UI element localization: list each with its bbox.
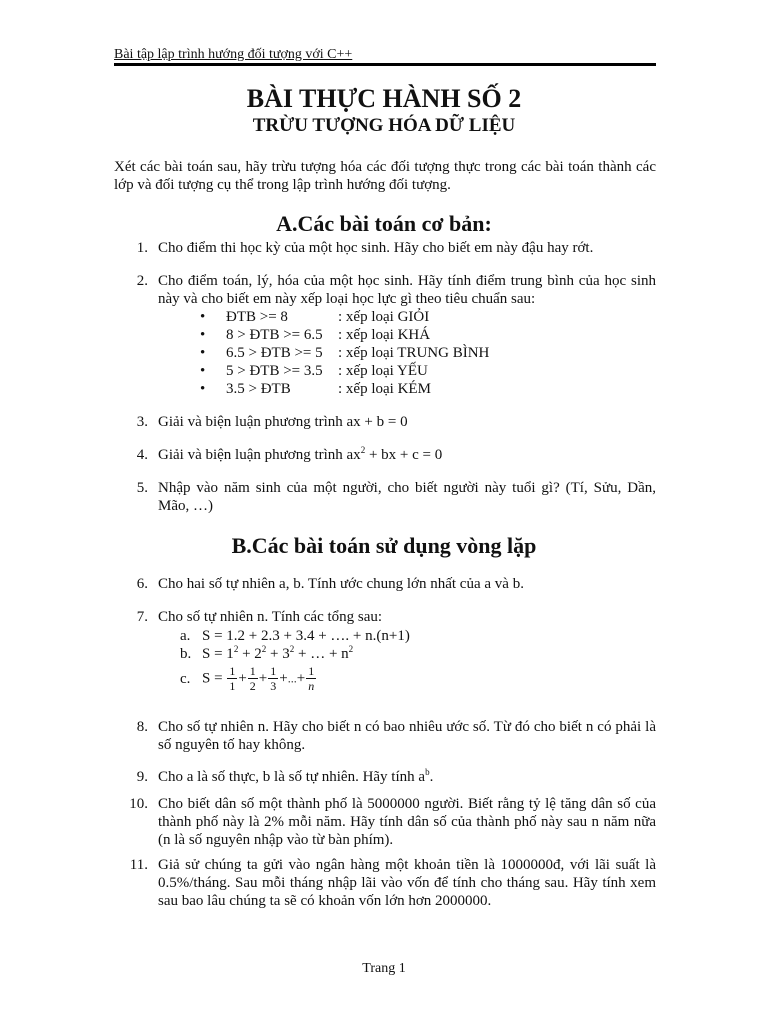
criteria-condition: 5 > ĐTB >= 3.5 xyxy=(226,363,323,379)
bullet-icon: • xyxy=(200,309,206,325)
criteria-condition: 3.5 > ĐTB xyxy=(226,381,291,397)
sum-b xyxy=(180,645,353,663)
sum-c xyxy=(180,664,317,693)
item-text: Cho điểm thi học kỳ của một học sinh. Hãy cho biết em này đậu hay rớt. xyxy=(158,240,594,256)
item-text-start: Giải và biện luận phương trình ax xyxy=(158,447,361,463)
exponent: 2 xyxy=(233,644,239,654)
item-text xyxy=(158,768,656,786)
fraction xyxy=(227,664,237,693)
section-a-heading: A.Các bài toán cơ bản: xyxy=(276,211,492,236)
header-rule xyxy=(114,63,656,66)
plus-sign: + xyxy=(279,670,288,687)
criteria-result: : xếp loại TRUNG BÌNH xyxy=(338,345,490,361)
fraction-denominator: 2 xyxy=(249,679,256,693)
sum-formula-part: + 2 xyxy=(238,646,262,662)
list-item-5 xyxy=(114,479,656,515)
item-text-start: Cho a là số thực, b là số tự nhiên. Hãy tính a xyxy=(158,769,426,785)
sum-formula-part: S = 1 xyxy=(202,646,234,662)
criteria-result: : xếp loại KÉM xyxy=(338,381,431,397)
sum-formula-part: + … + n xyxy=(294,646,349,662)
fraction-denominator: n xyxy=(308,679,315,693)
list-item-4 xyxy=(114,446,656,464)
fraction-denominator: 3 xyxy=(270,679,277,693)
criteria-result: : xếp loại YẾU xyxy=(338,363,428,379)
ellipsis: ... xyxy=(287,671,297,686)
page-title: BÀI THỰC HÀNH SỐ 2 xyxy=(246,84,522,113)
fraction-numerator: 1 xyxy=(249,664,256,678)
sum-a xyxy=(180,627,410,645)
list-item-8 xyxy=(114,718,656,754)
item-number: 2. xyxy=(136,273,148,289)
fraction-denominator: 1 xyxy=(229,679,236,693)
exponent: 2 xyxy=(360,445,366,455)
exponent: 2 xyxy=(348,644,354,654)
bullet-icon: • xyxy=(200,345,206,361)
item-text-end: . xyxy=(429,769,434,785)
item-text: Nhập vào năm sinh của một người, cho biết người này tuổi gì? (Tí, Sửu, Dần, Mão, …) xyxy=(158,480,656,514)
item-number: 11. xyxy=(129,857,148,873)
criteria-condition: 6.5 > ĐTB >= 5 xyxy=(226,345,323,361)
sum-formula-part: + 3 xyxy=(266,646,290,662)
sum-formula: S = 1.2 + 2.3 + 3.4 + …. + n.(n+1) xyxy=(202,628,410,644)
exponent: 2 xyxy=(289,644,295,654)
item-number: 4. xyxy=(136,447,148,463)
item-number: 10. xyxy=(129,796,148,812)
list-item-3 xyxy=(114,413,656,431)
item-text: Cho hai số tự nhiên a, b. Tính ước chung lớn nhất của a và b. xyxy=(158,576,524,592)
plus-sign: + xyxy=(238,670,247,687)
list-item-11 xyxy=(114,856,656,910)
fraction xyxy=(306,664,316,693)
sum-label: c. xyxy=(180,670,191,687)
section-b-heading: B.Các bài toán sử dụng vòng lặp xyxy=(231,533,537,558)
exponent: 2 xyxy=(261,644,267,654)
fraction-numerator: 1 xyxy=(308,664,315,678)
criteria-condition: 8 > ĐTB >= 6.5 xyxy=(226,327,323,343)
bullet-icon: • xyxy=(200,363,206,379)
sum-label: a. xyxy=(180,628,191,644)
sum-formula-part: S = xyxy=(202,670,223,687)
list-item-9 xyxy=(114,768,656,786)
fraction-numerator: 1 xyxy=(270,664,277,678)
page-number: Trang 1 xyxy=(362,961,406,976)
item-number: 3. xyxy=(136,414,148,430)
fraction xyxy=(248,664,258,693)
list-item-10 xyxy=(114,795,656,849)
plus-sign: + xyxy=(258,670,268,687)
item-number: 6. xyxy=(136,576,148,592)
page-subtitle: TRỪU TƯỢNG HÓA DỮ LIỆU xyxy=(252,115,516,136)
item-text: Cho số tự nhiên n. Hãy cho biết n có bao nhiêu ước số. Từ đó cho biết n có phải là số nguyên tố hay không. xyxy=(158,719,656,753)
item-number: 5. xyxy=(136,480,148,496)
running-header: Bài tập lập trình hướng đối tượng với C++ xyxy=(114,47,353,62)
item-text: Giả sử chúng ta gửi vào ngân hàng một khoản tiền là 1000000đ, với lãi suất là 0.5%/tháng. Sau mỗi tháng nhập lãi vào vốn để tính cho tháng sau. Hãy tính xem sau bao lâu chúng ta sẽ có khoản vốn lớn hơn 2000000. xyxy=(158,857,656,909)
criteria-condition: ĐTB >= 8 xyxy=(226,309,288,325)
item-text: Cho điểm toán, lý, hóa của một học sinh. Hãy tính điểm trung bình của học sinh này và cho biết em này xếp loại học lực gì theo tiêu chuẩn sau: xyxy=(158,273,656,307)
intro-paragraph: Xét các bài toán sau, hãy trừu tượng hóa các đối tượng thực trong các bài toán thành các lớp và đối tượng cụ thể trong lập trình hướng đối tượng. xyxy=(114,159,656,193)
item-number: 1. xyxy=(136,240,148,256)
item-text-end: + bx + c = 0 xyxy=(365,447,443,463)
item-number: 9. xyxy=(136,769,148,785)
sum-label: b. xyxy=(180,646,192,662)
item-text: Giải và biện luận phương trình ax + b = 0 xyxy=(158,414,408,430)
list-item-7 xyxy=(114,608,656,626)
list-item-6 xyxy=(114,575,656,593)
bullet-icon: • xyxy=(200,381,206,397)
item-text: Cho biết dân số một thành phố là 5000000 người. Biết rằng tỷ lệ tăng dân số của thành phố này là 2% mỗi năm. Hãy tính dân số của thành phố này sau n năm nữa (n là số nguyên nhập vào từ bàn phím). xyxy=(158,796,656,848)
criteria-result: : xếp loại KHÁ xyxy=(338,327,431,343)
fraction xyxy=(268,664,278,693)
list-item-1 xyxy=(114,239,656,257)
plus-sign: + xyxy=(296,670,306,687)
item-text xyxy=(158,446,656,464)
list-item-2 xyxy=(114,272,656,308)
exponent: b xyxy=(425,767,430,777)
criteria-result: : xếp loại GIỎI xyxy=(338,309,430,325)
bullet-icon: • xyxy=(200,327,206,343)
fraction-numerator: 1 xyxy=(229,664,236,678)
item-number: 7. xyxy=(136,609,148,625)
item-number: 8. xyxy=(136,719,148,735)
item-text: Cho số tự nhiên n. Tính các tổng sau: xyxy=(158,609,383,625)
